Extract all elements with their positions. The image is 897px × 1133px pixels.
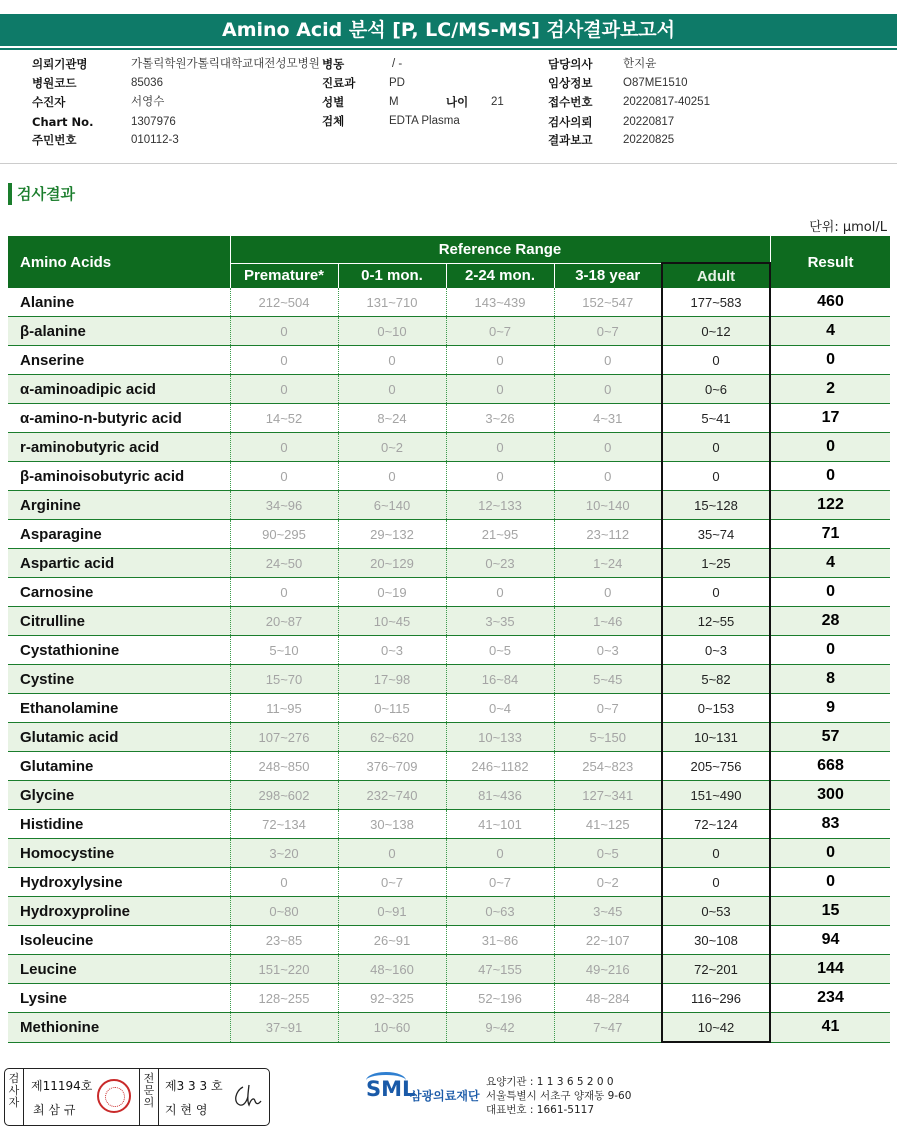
logo-arc-icon bbox=[366, 1072, 406, 1089]
table-row bbox=[8, 491, 890, 520]
adult-range: 5~41 bbox=[662, 404, 770, 433]
ward-label: 병동 bbox=[322, 57, 345, 71]
institution-label: 의뢰기관명 bbox=[32, 57, 88, 71]
premature-range: 5~10 bbox=[230, 636, 338, 665]
range-3-18-year: 0 bbox=[554, 433, 662, 462]
clinical-label: 임상정보 bbox=[548, 76, 593, 90]
premature-range: 107~276 bbox=[230, 723, 338, 752]
section-marker bbox=[8, 183, 12, 205]
range-3-18-year: 0~3 bbox=[554, 636, 662, 665]
dept-label: 진료과 bbox=[322, 76, 356, 90]
hospital-code-value: 85036 bbox=[131, 77, 163, 89]
range-3-18-year: 48~284 bbox=[554, 984, 662, 1013]
premature-range: 0 bbox=[230, 375, 338, 404]
result-value: 234 bbox=[770, 984, 890, 1013]
specialist-number: 제3 3 3 호 bbox=[165, 1079, 223, 1093]
adult-range: 5~82 bbox=[662, 665, 770, 694]
result-value: 144 bbox=[770, 955, 890, 984]
adult-range: 0 bbox=[662, 433, 770, 462]
result-value: 9 bbox=[770, 694, 890, 723]
amino-acid-name: Alanine bbox=[8, 288, 230, 317]
range-0-1-mon: 92~325 bbox=[338, 984, 446, 1013]
amino-acid-name: Hydroxyproline bbox=[8, 897, 230, 926]
table-row bbox=[8, 665, 890, 694]
header-premature: Premature* bbox=[230, 263, 338, 288]
range-2-24-mon: 246~1182 bbox=[446, 752, 554, 781]
range-3-18-year: 0~7 bbox=[554, 694, 662, 723]
header-adult: Adult bbox=[662, 263, 770, 288]
specialist-label: 전문의 bbox=[143, 1072, 155, 1109]
result-value: 460 bbox=[770, 288, 890, 317]
premature-range: 0 bbox=[230, 346, 338, 375]
table-row bbox=[8, 346, 890, 375]
result-value: 2 bbox=[770, 375, 890, 404]
receipt-value: 20220817-40251 bbox=[623, 96, 710, 108]
premature-range: 298~602 bbox=[230, 781, 338, 810]
premature-range: 37~91 bbox=[230, 1013, 338, 1043]
result-value: 300 bbox=[770, 781, 890, 810]
range-0-1-mon: 62~620 bbox=[338, 723, 446, 752]
range-2-24-mon: 143~439 bbox=[446, 288, 554, 317]
divider bbox=[0, 163, 897, 164]
range-0-1-mon: 17~98 bbox=[338, 665, 446, 694]
chart-value: 1307976 bbox=[131, 116, 176, 128]
range-2-24-mon: 41~101 bbox=[446, 810, 554, 839]
adult-range: 72~124 bbox=[662, 810, 770, 839]
org-contact bbox=[486, 1075, 631, 1117]
amino-acid-name: Methionine bbox=[8, 1013, 230, 1043]
adult-range: 12~55 bbox=[662, 607, 770, 636]
examiner-name: 최 삼 규 bbox=[33, 1103, 76, 1117]
range-2-24-mon: 0 bbox=[446, 839, 554, 868]
table-row bbox=[8, 1013, 890, 1043]
range-0-1-mon: 6~140 bbox=[338, 491, 446, 520]
header-reference-range: Reference Range bbox=[230, 236, 770, 263]
range-3-18-year: 0~2 bbox=[554, 868, 662, 897]
range-2-24-mon: 81~436 bbox=[446, 781, 554, 810]
doctor-label: 담당의사 bbox=[548, 57, 593, 71]
range-3-18-year: 7~47 bbox=[554, 1013, 662, 1043]
report-value: 20220825 bbox=[623, 134, 675, 146]
report-title: Amino Acid 분석 [P, LC/MS-MS] 검사결과보고서 bbox=[0, 14, 897, 46]
range-0-1-mon: 0 bbox=[338, 839, 446, 868]
result-value: 8 bbox=[770, 665, 890, 694]
amino-acid-name: Cystathionine bbox=[8, 636, 230, 665]
range-0-1-mon: 10~60 bbox=[338, 1013, 446, 1043]
premature-range: 0 bbox=[230, 462, 338, 491]
range-2-24-mon: 3~35 bbox=[446, 607, 554, 636]
range-2-24-mon: 47~155 bbox=[446, 955, 554, 984]
adult-range: 0 bbox=[662, 578, 770, 607]
age-value: 21 bbox=[491, 96, 504, 108]
adult-range: 0~3 bbox=[662, 636, 770, 665]
table-row bbox=[8, 317, 890, 346]
range-2-24-mon: 3~26 bbox=[446, 404, 554, 433]
result-value: 17 bbox=[770, 404, 890, 433]
result-value: 71 bbox=[770, 520, 890, 549]
premature-range: 14~52 bbox=[230, 404, 338, 433]
adult-range: 10~42 bbox=[662, 1013, 770, 1043]
amino-acid-name: Ethanolamine bbox=[8, 694, 230, 723]
result-value: 57 bbox=[770, 723, 890, 752]
amino-acid-name: Aspartic acid bbox=[8, 549, 230, 578]
resident-value: 010112-3 bbox=[131, 134, 179, 146]
table-row bbox=[8, 578, 890, 607]
range-0-1-mon: 8~24 bbox=[338, 404, 446, 433]
table-row bbox=[8, 752, 890, 781]
header-3-18-year: 3-18 year bbox=[554, 263, 662, 288]
table-row bbox=[8, 375, 890, 404]
amino-acid-name: r-aminobutyric acid bbox=[8, 433, 230, 462]
amino-acid-name: Glycine bbox=[8, 781, 230, 810]
range-3-18-year: 22~107 bbox=[554, 926, 662, 955]
range-2-24-mon: 10~133 bbox=[446, 723, 554, 752]
premature-range: 3~20 bbox=[230, 839, 338, 868]
range-0-1-mon: 29~132 bbox=[338, 520, 446, 549]
request-label: 검사의뢰 bbox=[548, 115, 593, 129]
unit-label: 단위: μmol/L bbox=[809, 220, 887, 235]
phone: 대표번호 : 1661-5117 bbox=[486, 1104, 595, 1116]
range-2-24-mon: 0 bbox=[446, 346, 554, 375]
table-row bbox=[8, 723, 890, 752]
examiner-number: 제11194호 bbox=[31, 1079, 93, 1093]
examinee-value: 서영수 bbox=[131, 96, 165, 108]
specimen-value: EDTA Plasma bbox=[389, 115, 460, 127]
range-3-18-year: 0~5 bbox=[554, 839, 662, 868]
premature-range: 0 bbox=[230, 578, 338, 607]
table-row bbox=[8, 897, 890, 926]
range-0-1-mon: 20~129 bbox=[338, 549, 446, 578]
range-3-18-year: 254~823 bbox=[554, 752, 662, 781]
range-2-24-mon: 0 bbox=[446, 375, 554, 404]
adult-range: 0~153 bbox=[662, 694, 770, 723]
header-2-24-mon: 2-24 mon. bbox=[446, 263, 554, 288]
adult-range: 0 bbox=[662, 346, 770, 375]
range-0-1-mon: 0 bbox=[338, 462, 446, 491]
result-value: 94 bbox=[770, 926, 890, 955]
amino-acid-name: Glutamic acid bbox=[8, 723, 230, 752]
amino-acid-name: Glutamine bbox=[8, 752, 230, 781]
range-3-18-year: 0 bbox=[554, 375, 662, 404]
signature-box bbox=[4, 1068, 270, 1126]
amino-acid-name: Anserine bbox=[8, 346, 230, 375]
range-0-1-mon: 48~160 bbox=[338, 955, 446, 984]
range-0-1-mon: 232~740 bbox=[338, 781, 446, 810]
table-row bbox=[8, 288, 890, 317]
range-3-18-year: 5~45 bbox=[554, 665, 662, 694]
amino-acid-name: Hydroxylysine bbox=[8, 868, 230, 897]
adult-range: 30~108 bbox=[662, 926, 770, 955]
result-value: 28 bbox=[770, 607, 890, 636]
range-0-1-mon: 30~138 bbox=[338, 810, 446, 839]
range-2-24-mon: 0~7 bbox=[446, 868, 554, 897]
range-0-1-mon: 0 bbox=[338, 375, 446, 404]
table-row bbox=[8, 404, 890, 433]
header-0-1-mon: 0-1 mon. bbox=[338, 263, 446, 288]
premature-range: 0 bbox=[230, 868, 338, 897]
range-0-1-mon: 0~2 bbox=[338, 433, 446, 462]
result-value: 4 bbox=[770, 549, 890, 578]
range-2-24-mon: 9~42 bbox=[446, 1013, 554, 1043]
range-3-18-year: 23~112 bbox=[554, 520, 662, 549]
result-value: 0 bbox=[770, 636, 890, 665]
amino-acid-name: Citrulline bbox=[8, 607, 230, 636]
range-0-1-mon: 0 bbox=[338, 346, 446, 375]
premature-range: 72~134 bbox=[230, 810, 338, 839]
range-3-18-year: 0~7 bbox=[554, 317, 662, 346]
amino-acid-name: Lysine bbox=[8, 984, 230, 1013]
range-3-18-year: 5~150 bbox=[554, 723, 662, 752]
result-value: 0 bbox=[770, 433, 890, 462]
institution-value: 가톨릭학원가톨릭대학교대전성모병원 bbox=[131, 58, 320, 70]
table-row bbox=[8, 781, 890, 810]
hospital-code-label: 병원코드 bbox=[32, 76, 77, 90]
amino-acid-name: Histidine bbox=[8, 810, 230, 839]
table-row bbox=[8, 607, 890, 636]
range-3-18-year: 10~140 bbox=[554, 491, 662, 520]
amino-acid-name: α-aminoadipic acid bbox=[8, 375, 230, 404]
sex-value: M bbox=[389, 96, 399, 108]
adult-range: 177~583 bbox=[662, 288, 770, 317]
range-0-1-mon: 0~3 bbox=[338, 636, 446, 665]
range-2-24-mon: 0~7 bbox=[446, 317, 554, 346]
receipt-label: 접수번호 bbox=[548, 95, 593, 109]
adult-range: 0~6 bbox=[662, 375, 770, 404]
adult-range: 15~128 bbox=[662, 491, 770, 520]
premature-range: 11~95 bbox=[230, 694, 338, 723]
premature-range: 151~220 bbox=[230, 955, 338, 984]
adult-range: 1~25 bbox=[662, 549, 770, 578]
range-2-24-mon: 0~23 bbox=[446, 549, 554, 578]
premature-range: 0~80 bbox=[230, 897, 338, 926]
amino-acid-name: Isoleucine bbox=[8, 926, 230, 955]
adult-range: 0 bbox=[662, 462, 770, 491]
table-row bbox=[8, 810, 890, 839]
specimen-label: 검체 bbox=[322, 114, 345, 128]
premature-range: 34~96 bbox=[230, 491, 338, 520]
range-3-18-year: 49~216 bbox=[554, 955, 662, 984]
ward-value: / - bbox=[392, 58, 403, 70]
section-title: 검사결과 bbox=[17, 185, 75, 203]
adult-range: 205~756 bbox=[662, 752, 770, 781]
premature-range: 90~295 bbox=[230, 520, 338, 549]
range-2-24-mon: 0 bbox=[446, 462, 554, 491]
org-name: 삼광의료재단 bbox=[410, 1089, 480, 1103]
result-value: 0 bbox=[770, 462, 890, 491]
range-0-1-mon: 0~115 bbox=[338, 694, 446, 723]
result-value: 0 bbox=[770, 868, 890, 897]
range-0-1-mon: 0~91 bbox=[338, 897, 446, 926]
premature-range: 23~85 bbox=[230, 926, 338, 955]
result-value: 0 bbox=[770, 839, 890, 868]
amino-acid-name: Carnosine bbox=[8, 578, 230, 607]
adult-range: 151~490 bbox=[662, 781, 770, 810]
result-value: 668 bbox=[770, 752, 890, 781]
table-row bbox=[8, 868, 890, 897]
sml-logo bbox=[366, 1077, 480, 1103]
range-3-18-year: 4~31 bbox=[554, 404, 662, 433]
examiner-label: 검사자 bbox=[8, 1072, 20, 1109]
premature-range: 0 bbox=[230, 317, 338, 346]
range-3-18-year: 3~45 bbox=[554, 897, 662, 926]
range-0-1-mon: 0~19 bbox=[338, 578, 446, 607]
table-body bbox=[8, 288, 890, 1042]
table-row bbox=[8, 694, 890, 723]
range-2-24-mon: 0~5 bbox=[446, 636, 554, 665]
range-0-1-mon: 0~10 bbox=[338, 317, 446, 346]
amino-acid-name: Asparagine bbox=[8, 520, 230, 549]
result-value: 122 bbox=[770, 491, 890, 520]
request-value: 20220817 bbox=[623, 116, 675, 128]
specialist-name: 지 현 영 bbox=[165, 1103, 208, 1117]
range-0-1-mon: 376~709 bbox=[338, 752, 446, 781]
sex-label: 성별 bbox=[322, 95, 345, 109]
clinical-value: O87ME1510 bbox=[623, 77, 688, 89]
table-row bbox=[8, 462, 890, 491]
header-amino-acids: Amino Acids bbox=[8, 236, 230, 288]
range-3-18-year: 0 bbox=[554, 578, 662, 607]
adult-range: 0~53 bbox=[662, 897, 770, 926]
range-2-24-mon: 52~196 bbox=[446, 984, 554, 1013]
range-3-18-year: 152~547 bbox=[554, 288, 662, 317]
premature-range: 128~255 bbox=[230, 984, 338, 1013]
official-seal-icon bbox=[97, 1079, 131, 1113]
examinee-label: 수진자 bbox=[32, 95, 66, 109]
amino-acid-name: Homocystine bbox=[8, 839, 230, 868]
adult-range: 72~201 bbox=[662, 955, 770, 984]
signature-icon bbox=[231, 1081, 265, 1111]
logo-text: SML bbox=[366, 1077, 416, 1101]
adult-range: 0~12 bbox=[662, 317, 770, 346]
premature-range: 248~850 bbox=[230, 752, 338, 781]
amino-acid-name: α-amino-n-butyric acid bbox=[8, 404, 230, 433]
table-row bbox=[8, 984, 890, 1013]
amino-acid-name: β-alanine bbox=[8, 317, 230, 346]
adult-range: 0 bbox=[662, 839, 770, 868]
chart-label: Chart No. bbox=[32, 115, 94, 129]
resident-label: 주민번호 bbox=[32, 133, 77, 147]
adult-range: 35~74 bbox=[662, 520, 770, 549]
table-row bbox=[8, 839, 890, 868]
range-0-1-mon: 0~7 bbox=[338, 868, 446, 897]
range-2-24-mon: 0~4 bbox=[446, 694, 554, 723]
amino-acid-table bbox=[8, 236, 890, 1043]
range-2-24-mon: 0~63 bbox=[446, 897, 554, 926]
adult-range: 10~131 bbox=[662, 723, 770, 752]
premature-range: 24~50 bbox=[230, 549, 338, 578]
range-0-1-mon: 26~91 bbox=[338, 926, 446, 955]
range-0-1-mon: 10~45 bbox=[338, 607, 446, 636]
dept-value: PD bbox=[389, 77, 405, 89]
range-3-18-year: 1~24 bbox=[554, 549, 662, 578]
result-value: 4 bbox=[770, 317, 890, 346]
premature-range: 15~70 bbox=[230, 665, 338, 694]
adult-range: 116~296 bbox=[662, 984, 770, 1013]
range-3-18-year: 127~341 bbox=[554, 781, 662, 810]
result-value: 0 bbox=[770, 346, 890, 375]
result-value: 0 bbox=[770, 578, 890, 607]
range-2-24-mon: 0 bbox=[446, 433, 554, 462]
table-row bbox=[8, 955, 890, 984]
premature-range: 0 bbox=[230, 433, 338, 462]
amino-acid-name: Leucine bbox=[8, 955, 230, 984]
report-label: 결과보고 bbox=[548, 133, 593, 147]
range-3-18-year: 0 bbox=[554, 462, 662, 491]
amino-acid-name: Arginine bbox=[8, 491, 230, 520]
care-number: 요양기관 : 1 1 3 6 5 2 0 0 bbox=[486, 1076, 614, 1088]
doctor-value: 한지윤 bbox=[623, 58, 657, 70]
table-row bbox=[8, 520, 890, 549]
range-2-24-mon: 31~86 bbox=[446, 926, 554, 955]
range-3-18-year: 0 bbox=[554, 346, 662, 375]
amino-acid-name: Cystine bbox=[8, 665, 230, 694]
table-row bbox=[8, 926, 890, 955]
address: 서울특별시 서초구 양재동 9-60 bbox=[486, 1090, 632, 1102]
age-label: 나이 bbox=[446, 95, 469, 109]
range-2-24-mon: 16~84 bbox=[446, 665, 554, 694]
range-0-1-mon: 131~710 bbox=[338, 288, 446, 317]
amino-acid-name: β-aminoisobutyric acid bbox=[8, 462, 230, 491]
range-3-18-year: 1~46 bbox=[554, 607, 662, 636]
result-value: 83 bbox=[770, 810, 890, 839]
adult-range: 0 bbox=[662, 868, 770, 897]
range-2-24-mon: 12~133 bbox=[446, 491, 554, 520]
result-value: 41 bbox=[770, 1013, 890, 1043]
premature-range: 20~87 bbox=[230, 607, 338, 636]
table-row bbox=[8, 636, 890, 665]
result-value: 15 bbox=[770, 897, 890, 926]
range-2-24-mon: 21~95 bbox=[446, 520, 554, 549]
table-row bbox=[8, 433, 890, 462]
range-2-24-mon: 0 bbox=[446, 578, 554, 607]
range-3-18-year: 41~125 bbox=[554, 810, 662, 839]
table-row bbox=[8, 549, 890, 578]
header-result: Result bbox=[770, 236, 890, 288]
premature-range: 212~504 bbox=[230, 288, 338, 317]
